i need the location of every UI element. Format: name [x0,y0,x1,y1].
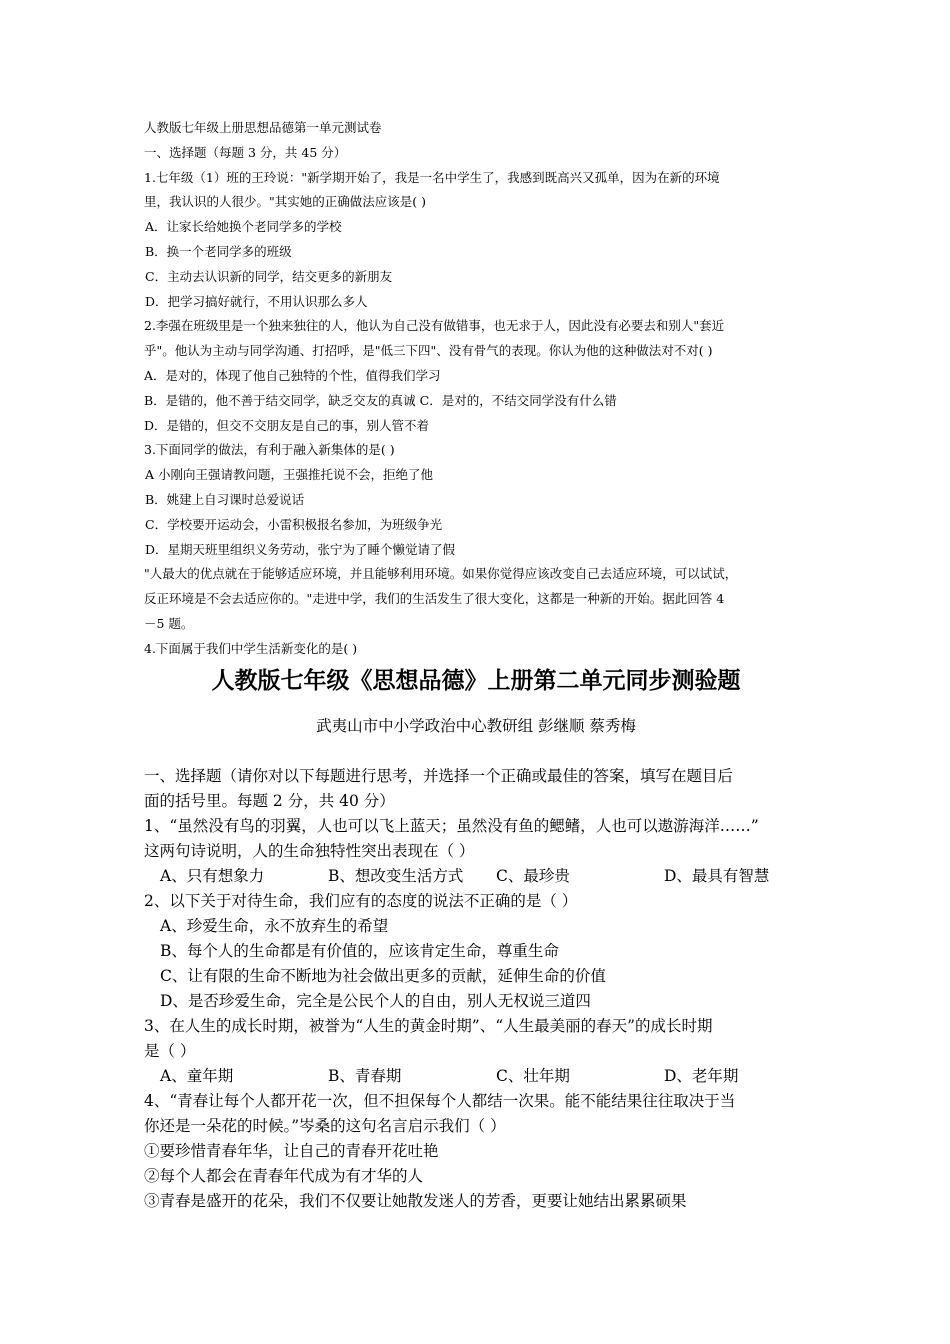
exam1-q2-stem-line2: 乎"。他认为主动与同学沟通、打招呼，是"低三下四"、没有骨气的表现。你认为他的这种做法对不对( ) [144,343,713,359]
exam2-section-heading-line1: 一、选择题（请你对以下每题进行思考，并选择一个正确或最佳的答案，填写在题目后 [144,767,734,785]
exam2-q4-stem-line2: 你还是一朵花的时候。”岑桑的这句名言启示我们（ ） [144,1117,506,1135]
exam1-q1-option-d: D．把学习搞好就行，不用认识那么多人 [145,293,368,309]
exam1-section [144,116,808,662]
exam1-passage-line1: "人最大的优点就在于能够适应环境，并且能够利用环境。如果你觉得应该改变自己去适应环境，可以试试， [144,566,738,582]
exam2-q1-stem-line2: 这两句诗说明，人的生命独特性突出表现在（ ） [144,842,475,860]
exam2-title: 人教版七年级《思想品德》上册第二单元同步测验题 [211,668,741,694]
exam2-q2-stem: 2、以下关于对待生命，我们应有的态度的说法不正确的是（ ） [144,892,578,910]
exam1-q2-stem-line1: 2.李强在班级里是一个独来独往的人，他认为自己没有做错事，也无求于人，因此没有必要去和别人"套近 [144,318,725,334]
exam2-q3-option-a: A、童年期 [160,1067,234,1085]
exam1-section-heading: 一、选择题（每题 3 分，共 45 分） [144,144,347,160]
exam2-q3-options [144,1064,814,1089]
exam2-q4-statement-1: ①要珍惜青春年华，让自己的青春开花吐艳 [144,1142,439,1160]
exam1-q3-stem: 3.下面同学的做法，有利于融入新集体的是( ) [144,442,395,458]
exam2-q2-option-b: B、每个人的生命都是有价值的，应该肯定生命，尊重生命 [160,942,559,960]
exam2-author: 武夷山市中小学政治中心教研组 彭继顺 蔡秀梅 [316,717,636,735]
exam2-q3-option-c: C、壮年期 [496,1067,570,1085]
exam2-q4-statement-2: ②每个人都会在青春年代成为有才华的人 [144,1167,424,1185]
exam1-passage-line2: 反正环境是不会去适应你的。"走进中学，我们的生活发生了很大变化，这都是一种新的开始。据此回答 4 [144,591,725,607]
exam2-q1-options [144,864,814,889]
exam2-q1-stem-line1: 1、“虽然没有鸟的羽翼，人也可以飞上蓝天；虽然没有鱼的鳃鳍，人也可以遨游海洋……” [144,817,759,835]
exam1-passage-line3: －5 题。 [144,615,194,631]
exam2-section [144,764,814,1214]
exam1-q2-option-a: A．是对的，体现了他自己独特的个性，值得我们学习 [144,367,441,383]
exam2-q3-stem-line1: 3、在人生的成长时期，被誉为“人生的黄金时期”、“人生最美丽的春天”的成长时期 [144,1017,713,1035]
exam2-q4-statement-3: ③青春是盛开的花朵，我们不仅要让她散发迷人的芳香，更要让她结出累累硕果 [144,1192,687,1210]
exam2-q2-option-d: D、是否珍爱生命，完全是公民个人的自由，别人无权说三道四 [160,992,591,1010]
exam2-q3-option-d: D、老年期 [664,1067,739,1085]
exam2-q2-option-a: A、珍爱生命，永不放弃生的希望 [160,917,389,935]
exam2-q1-option-a: A、只有想象力 [160,867,265,885]
exam1-q1-option-c: C．主动去认识新的同学，结交更多的新朋友 [145,268,393,284]
exam2-q2-option-c: C、让有限的生命不断地为社会做出更多的贡献，延伸生命的价值 [160,967,606,985]
exam1-q2-option-b-c: B．是错的，他不善于结交同学，缺乏交友的真诚 C．是对的，不结交同学没有什么错 [144,392,617,408]
exam1-q1-stem-line1: 1.七年级（1）班的王玲说："新学期开始了，我是一名中学生了，我感到既高兴又孤单，因为在新的环境 [144,169,720,185]
exam2-q1-option-b: B、想改变生活方式 [328,867,464,885]
exam2-q1-option-d: D、最具有智慧 [664,867,770,885]
exam1-q3-option-a: A 小刚向王强请教问题，王强推托说不会，拒绝了他 [145,467,434,483]
exam2-q3-stem-line2: 是（ ） [144,1042,196,1060]
exam2-q3-option-b: B、青春期 [328,1067,402,1085]
exam1-q1-option-a: A．让家长给她换个老同学多的学校 [145,219,342,235]
exam1-q3-option-c: C．学校要开运动会，小雷积极报名参加，为班级争光 [145,516,443,532]
exam1-title: 人教版七年级上册思想品德第一单元测试卷 [144,120,382,135]
exam1-q2-option-d: D．是错的，但交不交朋友是自己的事，别人管不着 [144,417,430,433]
exam1-q3-option-b: B．姚建上自习课时总爱说话 [145,491,305,507]
exam2-q1-option-c: C、最珍贵 [496,867,570,885]
exam1-q1-stem-line2: 里，我认识的人很少。"其实她的正确做法应该是( ) [144,194,426,210]
exam1-q3-option-d: D．星期天班里组织义务劳动，张宁为了睡个懒觉请了假 [145,541,456,557]
exam2-q4-stem-line1: 4、“青春让每个人都开花一次，但不担保每个人都结一次果。能不能结果往往取决于当 [144,1092,736,1110]
exam1-q1-option-b: B．换一个老同学多的班级 [145,243,292,259]
exam2-section-heading-line2: 面的括号里。每题 2 分，共 40 分） [144,792,395,810]
exam1-q4-stem: 4.下面属于我们中学生活新变化的是( ) [144,640,358,656]
